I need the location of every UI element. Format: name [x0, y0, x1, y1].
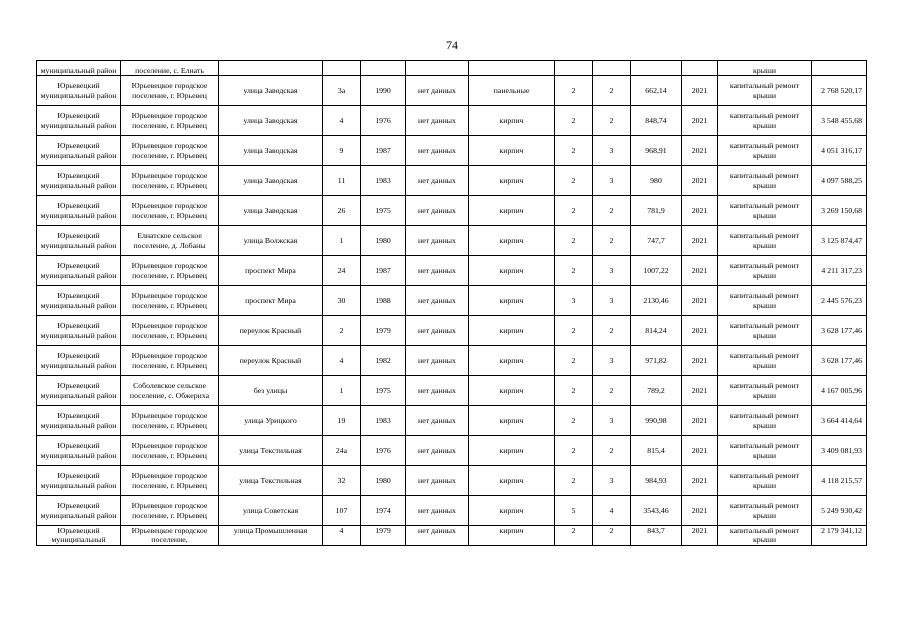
cell-area: 789,2	[631, 376, 682, 406]
cell-last-repair	[406, 61, 469, 76]
cell-last-repair: нет данных	[406, 496, 469, 526]
cell-settlement: поселение, с. Елнать	[121, 61, 219, 76]
cell-area: 781,9	[631, 196, 682, 226]
cell-district: Юрьевецкий муниципальный район	[37, 166, 121, 196]
cell-street: улица Текстильная	[219, 466, 323, 496]
cell-settlement: Юрьевецкое городское поселение, г. Юрьевец	[121, 346, 219, 376]
cell-street	[219, 61, 323, 76]
cell-floors: 2	[555, 256, 593, 286]
cell-area: 990,98	[631, 406, 682, 436]
cell-district: Юрьевецкий муниципальный район	[37, 286, 121, 316]
cell-last-repair: нет данных	[406, 406, 469, 436]
cell-area: 984,93	[631, 466, 682, 496]
cell-floors: 2	[555, 166, 593, 196]
table-row	[37, 436, 867, 466]
cell-floors: 2	[555, 136, 593, 166]
cell-work-type: капитальный ремонт крыши	[718, 226, 812, 256]
cell-cost: 3 628 177,46	[812, 346, 867, 376]
cell-entrances: 2	[593, 436, 631, 466]
cell-entrances: 2	[593, 106, 631, 136]
cell-year-built	[361, 61, 406, 76]
cell-work-type: капитальный ремонт крыши	[718, 406, 812, 436]
cell-district: Юрьевецкий муниципальный район	[37, 316, 121, 346]
cell-wall-material: кирпич	[469, 106, 555, 136]
cell-wall-material	[469, 61, 555, 76]
cell-cost: 4 097 588,25	[812, 166, 867, 196]
cell-house: 24а	[323, 436, 361, 466]
cell-street: улица Заводская	[219, 136, 323, 166]
cell-street: переулок Красный	[219, 346, 323, 376]
cell-district: Юрьевецкий муниципальный район	[37, 226, 121, 256]
page-number: 74	[446, 38, 458, 52]
cell-floors: 2	[555, 466, 593, 496]
cell-district: Юрьевецкий муниципальный район	[37, 256, 121, 286]
cell-district: муниципальный район	[37, 61, 121, 76]
cell-settlement: Юрьевецкое городское поселение, г. Юрьевец	[121, 136, 219, 166]
cell-work-type: капитальный ремонт крыши	[718, 166, 812, 196]
cell-street: улица Текстильная	[219, 436, 323, 466]
cell-year-built: 1975	[361, 196, 406, 226]
cell-settlement: Юрьевецкое городское поселение, г. Юрьевец	[121, 436, 219, 466]
cell-wall-material: кирпич	[469, 226, 555, 256]
cell-entrances: 3	[593, 346, 631, 376]
cell-floors: 2	[555, 406, 593, 436]
cell-wall-material: кирпич	[469, 466, 555, 496]
cell-street: улица Волжская	[219, 226, 323, 256]
cell-year-built: 1974	[361, 496, 406, 526]
cell-floors: 2	[555, 526, 593, 546]
cell-year-built: 1976	[361, 106, 406, 136]
cell-year-built: 1983	[361, 166, 406, 196]
cell-street: проспект Мира	[219, 286, 323, 316]
cell-area: 814,24	[631, 316, 682, 346]
cell-floors: 2	[555, 376, 593, 406]
cell-entrances: 3	[593, 256, 631, 286]
cell-street: улица Промышленная	[219, 526, 323, 546]
cell-wall-material: кирпич	[469, 436, 555, 466]
housing-repair-table	[36, 60, 867, 546]
cell-house: 30	[323, 286, 361, 316]
cell-house: 32	[323, 466, 361, 496]
cell-work-type: капитальный ремонт крыши	[718, 316, 812, 346]
cell-settlement: Юрьевецкое городское поселение, г. Юрьевец	[121, 196, 219, 226]
table-body	[37, 76, 867, 526]
cell-year-built: 1979	[361, 526, 406, 546]
cell-planned-year: 2021	[682, 76, 718, 106]
cell-work-type: капитальный ремонт крыши	[718, 346, 812, 376]
cell-work-type: капитальный ремонт крыши	[718, 466, 812, 496]
cell-area: 1007,22	[631, 256, 682, 286]
cell-cost: 2 179 341,12	[812, 526, 867, 546]
cell-wall-material: кирпич	[469, 136, 555, 166]
cell-area: 971,82	[631, 346, 682, 376]
table-row	[37, 226, 867, 256]
cell-street: улица Заводская	[219, 106, 323, 136]
cell-floors: 3	[555, 286, 593, 316]
table-row	[37, 136, 867, 166]
cell-wall-material: кирпич	[469, 166, 555, 196]
cell-last-repair: нет данных	[406, 526, 469, 546]
cell-settlement: Елнатское сельское поселение, д. Лобаны	[121, 226, 219, 256]
cell-cost: 3 125 874,47	[812, 226, 867, 256]
cell-entrances: 4	[593, 496, 631, 526]
cell-entrances: 3	[593, 466, 631, 496]
cell-entrances: 3	[593, 406, 631, 436]
cell-wall-material: кирпич	[469, 196, 555, 226]
cell-floors: 2	[555, 436, 593, 466]
table-row	[37, 76, 867, 106]
cell-last-repair: нет данных	[406, 166, 469, 196]
table-row	[37, 106, 867, 136]
cell-planned-year: 2021	[682, 256, 718, 286]
table-row	[37, 196, 867, 226]
cell-area: 662,14	[631, 76, 682, 106]
cell-house: 9	[323, 136, 361, 166]
cell-entrances: 3	[593, 166, 631, 196]
cell-settlement: Юрьевецкое городское поселение, г. Юрьевец	[121, 106, 219, 136]
cell-house: 24	[323, 256, 361, 286]
cell-cost: 2 768 520,17	[812, 76, 867, 106]
cell-cost: 3 409 081,93	[812, 436, 867, 466]
cell-year-built: 1980	[361, 466, 406, 496]
cell-area: 815,4	[631, 436, 682, 466]
cell-work-type: крыши	[718, 61, 812, 76]
cell-planned-year: 2021	[682, 526, 718, 546]
cell-year-built: 1990	[361, 76, 406, 106]
cell-house: 4	[323, 346, 361, 376]
cell-work-type: капитальный ремонт крыши	[718, 496, 812, 526]
cell-street: улица Заводская	[219, 166, 323, 196]
cell-cost: 2 445 576,23	[812, 286, 867, 316]
cell-last-repair: нет данных	[406, 436, 469, 466]
cell-floors: 2	[555, 226, 593, 256]
cell-planned-year: 2021	[682, 196, 718, 226]
cell-cost: 4 051 316,17	[812, 136, 867, 166]
cell-floors: 5	[555, 496, 593, 526]
cell-planned-year: 2021	[682, 106, 718, 136]
cell-entrances: 2	[593, 196, 631, 226]
table-row-continued	[37, 61, 867, 76]
cell-settlement: Соболевское сельское поселение, с. Обжериха	[121, 376, 219, 406]
cell-district: Юрьевецкий муниципальный район	[37, 496, 121, 526]
cell-planned-year: 2021	[682, 346, 718, 376]
cell-district: Юрьевецкий муниципальный район	[37, 466, 121, 496]
cell-street: без улицы	[219, 376, 323, 406]
cell-street: переулок Красный	[219, 316, 323, 346]
cell-house: 3а	[323, 76, 361, 106]
cell-entrances: 2	[593, 226, 631, 256]
cell-entrances: 2	[593, 526, 631, 546]
cell-wall-material: кирпич	[469, 316, 555, 346]
table-row	[37, 496, 867, 526]
cell-cost: 3 269 150,68	[812, 196, 867, 226]
cell-district: Юрьевецкий муниципальный район	[37, 406, 121, 436]
cell-settlement: Юрьевецкое городское поселение, г. Юрьевец	[121, 406, 219, 436]
cell-house: 2	[323, 316, 361, 346]
table-row	[37, 316, 867, 346]
cell-floors: 2	[555, 346, 593, 376]
cell-last-repair: нет данных	[406, 226, 469, 256]
table-row	[37, 286, 867, 316]
cell-cost: 3 628 177,46	[812, 316, 867, 346]
cell-year-built: 1980	[361, 226, 406, 256]
cell-house: 19	[323, 406, 361, 436]
cell-district: Юрьевецкий муниципальный район	[37, 436, 121, 466]
table-row-cut	[37, 526, 867, 546]
cell-last-repair: нет данных	[406, 376, 469, 406]
cell-street: улица Советская	[219, 496, 323, 526]
cell-year-built: 1987	[361, 136, 406, 166]
cell-house: 4	[323, 526, 361, 546]
cell-street: улица Заводская	[219, 76, 323, 106]
cell-settlement: Юрьевецкое городское поселение, г. Юрьевец	[121, 496, 219, 526]
cell-work-type: капитальный ремонт крыши	[718, 436, 812, 466]
cell-cost: 5 249 930,42	[812, 496, 867, 526]
cell-last-repair: нет данных	[406, 76, 469, 106]
cell-planned-year: 2021	[682, 316, 718, 346]
cell-cost: 3 548 455,68	[812, 106, 867, 136]
table-row	[37, 346, 867, 376]
cell-house: 1	[323, 226, 361, 256]
cell-cost: 3 664 414,64	[812, 406, 867, 436]
cell-work-type: капитальный ремонт крыши	[718, 76, 812, 106]
cell-planned-year: 2021	[682, 166, 718, 196]
cell-street: проспект Мира	[219, 256, 323, 286]
cell-wall-material: кирпич	[469, 256, 555, 286]
cell-settlement: Юрьевецкое городское поселение, г. Юрьевец	[121, 256, 219, 286]
cell-last-repair: нет данных	[406, 466, 469, 496]
cell-entrances	[593, 61, 631, 76]
cell-floors: 2	[555, 106, 593, 136]
cell-wall-material: кирпич	[469, 346, 555, 376]
cell-floors: 2	[555, 76, 593, 106]
cell-cost: 4 211 317,23	[812, 256, 867, 286]
cell-settlement: Юрьевецкое городское поселение, г. Юрьевец	[121, 166, 219, 196]
cell-house: 107	[323, 496, 361, 526]
cell-work-type: капитальный ремонт крыши	[718, 106, 812, 136]
cell-settlement: Юрьевецкое городское поселение, г. Юрьевец	[121, 466, 219, 496]
cell-work-type: капитальный ремонт крыши	[718, 256, 812, 286]
cell-planned-year: 2021	[682, 406, 718, 436]
cell-last-repair: нет данных	[406, 256, 469, 286]
cell-entrances: 2	[593, 316, 631, 346]
cell-cost: 4 167 005,96	[812, 376, 867, 406]
cell-area: 2130,46	[631, 286, 682, 316]
cell-year-built: 1976	[361, 436, 406, 466]
cell-house: 1	[323, 376, 361, 406]
cell-district: Юрьевецкий муниципальный	[37, 526, 121, 546]
cell-planned-year: 2021	[682, 226, 718, 256]
cell-area: 848,74	[631, 106, 682, 136]
cell-cost	[812, 61, 867, 76]
cell-work-type: капитальный ремонт крыши	[718, 286, 812, 316]
cell-area: 3543,46	[631, 496, 682, 526]
cell-wall-material: кирпич	[469, 376, 555, 406]
cell-area: 980	[631, 166, 682, 196]
cell-planned-year	[682, 61, 718, 76]
table-row	[37, 466, 867, 496]
cell-district: Юрьевецкий муниципальный район	[37, 76, 121, 106]
cell-house: 4	[323, 106, 361, 136]
table-row	[37, 406, 867, 436]
cell-area	[631, 61, 682, 76]
cell-floors	[555, 61, 593, 76]
cell-work-type: капитальный ремонт крыши	[718, 526, 812, 546]
cell-cost: 4 118 215,57	[812, 466, 867, 496]
cell-entrances: 3	[593, 136, 631, 166]
table-row	[37, 256, 867, 286]
cell-wall-material: кирпич	[469, 406, 555, 436]
cell-work-type: капитальный ремонт крыши	[718, 136, 812, 166]
cell-area: 747,7	[631, 226, 682, 256]
cell-house: 26	[323, 196, 361, 226]
cell-street: улица Заводская	[219, 196, 323, 226]
cell-settlement: Юрьевецкое городское поселение, г. Юрьевец	[121, 76, 219, 106]
cell-area: 843,7	[631, 526, 682, 546]
cell-work-type: капитальный ремонт крыши	[718, 196, 812, 226]
cell-last-repair: нет данных	[406, 106, 469, 136]
cell-floors: 2	[555, 196, 593, 226]
cell-planned-year: 2021	[682, 376, 718, 406]
cell-last-repair: нет данных	[406, 196, 469, 226]
table-row	[37, 376, 867, 406]
cell-planned-year: 2021	[682, 496, 718, 526]
table-row	[37, 166, 867, 196]
cell-district: Юрьевецкий муниципальный район	[37, 136, 121, 166]
cell-year-built: 1982	[361, 346, 406, 376]
cell-last-repair: нет данных	[406, 136, 469, 166]
cell-year-built: 1975	[361, 376, 406, 406]
cell-year-built: 1988	[361, 286, 406, 316]
cell-district: Юрьевецкий муниципальный район	[37, 376, 121, 406]
cell-last-repair: нет данных	[406, 346, 469, 376]
cell-planned-year: 2021	[682, 136, 718, 166]
cell-work-type: капитальный ремонт крыши	[718, 376, 812, 406]
cell-last-repair: нет данных	[406, 316, 469, 346]
cell-settlement: Юрьевецкое городское поселение,	[121, 526, 219, 546]
cell-year-built: 1987	[361, 256, 406, 286]
cell-district: Юрьевецкий муниципальный район	[37, 106, 121, 136]
cell-wall-material: кирпич	[469, 496, 555, 526]
cell-floors: 2	[555, 316, 593, 346]
cell-planned-year: 2021	[682, 286, 718, 316]
cell-entrances: 3	[593, 286, 631, 316]
cell-planned-year: 2021	[682, 436, 718, 466]
cell-wall-material: кирпич	[469, 286, 555, 316]
cell-year-built: 1983	[361, 406, 406, 436]
cell-wall-material: панельные	[469, 76, 555, 106]
cell-house	[323, 61, 361, 76]
cell-district: Юрьевецкий муниципальный район	[37, 196, 121, 226]
cell-last-repair: нет данных	[406, 286, 469, 316]
cell-wall-material: кирпич	[469, 526, 555, 546]
cell-entrances: 2	[593, 376, 631, 406]
cell-settlement: Юрьевецкое городское поселение, г. Юрьевец	[121, 316, 219, 346]
cell-year-built: 1979	[361, 316, 406, 346]
cell-settlement: Юрьевецкое городское поселение, г. Юрьевец	[121, 286, 219, 316]
cell-planned-year: 2021	[682, 466, 718, 496]
cell-house: 11	[323, 166, 361, 196]
cell-district: Юрьевецкий муниципальный район	[37, 346, 121, 376]
cell-area: 968,91	[631, 136, 682, 166]
cell-entrances: 2	[593, 76, 631, 106]
cell-street: улица Урицкого	[219, 406, 323, 436]
